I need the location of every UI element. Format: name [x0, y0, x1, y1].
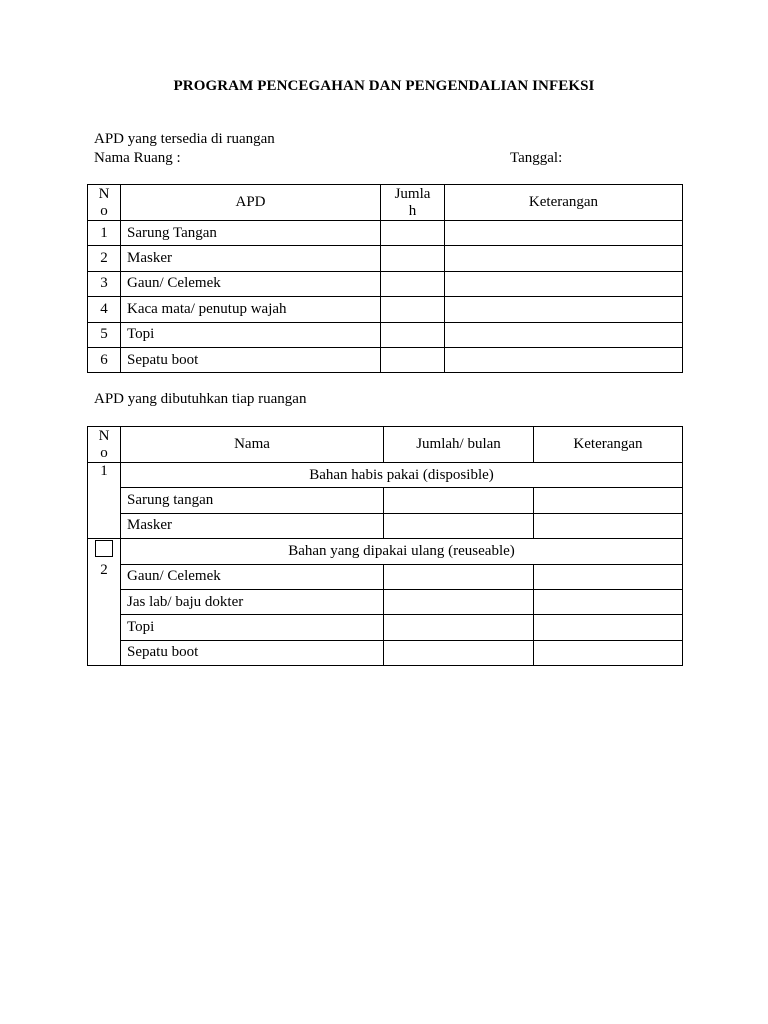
room-label: Nama Ruang :	[94, 150, 181, 166]
keterangan-cell[interactable]	[445, 297, 683, 322]
group-title-row	[88, 463, 683, 488]
jumlah-cell[interactable]	[381, 297, 445, 322]
keterangan-cell[interactable]	[445, 322, 683, 347]
jumlah-cell[interactable]	[381, 246, 445, 271]
row-item: Sarung tangan	[121, 488, 384, 513]
table-row	[88, 246, 683, 271]
table-row	[88, 347, 683, 372]
group-title-row	[88, 539, 683, 564]
group-no: 2	[88, 539, 121, 666]
keterangan-cell[interactable]	[445, 221, 683, 246]
jumlah-cell[interactable]	[381, 322, 445, 347]
table-header-row	[88, 185, 683, 221]
jumlah-cell[interactable]	[381, 221, 445, 246]
header-keterangan: Keterangan	[534, 427, 683, 463]
jumlah-cell[interactable]	[384, 615, 534, 640]
row-no: 5	[88, 322, 121, 347]
table-row	[88, 271, 683, 296]
row-item: Kaca mata/ penutup wajah	[121, 297, 381, 322]
row-no: 2	[88, 246, 121, 271]
keterangan-cell[interactable]	[534, 640, 683, 665]
keterangan-cell[interactable]	[534, 513, 683, 538]
jumlah-cell[interactable]	[384, 640, 534, 665]
row-no: 3	[88, 271, 121, 296]
header-jumlah: Jumlah/ bulan	[384, 427, 534, 463]
row-item: Gaun/ Celemek	[121, 271, 381, 296]
keterangan-cell[interactable]	[445, 347, 683, 372]
keterangan-cell[interactable]	[534, 488, 683, 513]
row-item: Masker	[121, 246, 381, 271]
row-item: Masker	[121, 513, 384, 538]
keterangan-cell[interactable]	[534, 564, 683, 589]
header-apd: APD	[121, 185, 381, 221]
row-item: Topi	[121, 615, 384, 640]
required-apd-table	[87, 426, 683, 666]
group-title: Bahan habis pakai (disposible)	[121, 463, 683, 488]
jumlah-cell[interactable]	[384, 488, 534, 513]
table-row	[88, 322, 683, 347]
available-apd-table	[87, 184, 683, 373]
header-jumlah: Jumla h	[381, 185, 445, 221]
table-row	[88, 297, 683, 322]
table-row	[88, 513, 683, 538]
section1-heading: APD yang tersedia di ruangan	[94, 131, 275, 147]
empty-box-mark	[95, 540, 113, 557]
date-label: Tanggal:	[510, 150, 563, 166]
row-item: Gaun/ Celemek	[121, 564, 384, 589]
header-no: N o	[88, 185, 121, 221]
row-item: Sarung Tangan	[121, 221, 381, 246]
header-nama: Nama	[121, 427, 384, 463]
keterangan-cell[interactable]	[534, 615, 683, 640]
group-title: Bahan yang dipakai ulang (reuseable)	[121, 539, 683, 564]
row-no: 6	[88, 347, 121, 372]
row-item: Topi	[121, 322, 381, 347]
row-no: 1	[88, 221, 121, 246]
header-keterangan: Keterangan	[445, 185, 683, 221]
keterangan-cell[interactable]	[534, 589, 683, 614]
table-row	[88, 488, 683, 513]
table-row	[88, 615, 683, 640]
table-row	[88, 640, 683, 665]
jumlah-cell[interactable]	[384, 513, 534, 538]
header-no: N o	[88, 427, 121, 463]
jumlah-cell[interactable]	[381, 347, 445, 372]
jumlah-cell[interactable]	[384, 589, 534, 614]
jumlah-cell[interactable]	[381, 271, 445, 296]
row-item: Sepatu boot	[121, 640, 384, 665]
group-no: 1	[88, 463, 121, 539]
jumlah-cell[interactable]	[384, 564, 534, 589]
table-row	[88, 589, 683, 614]
row-item: Sepatu boot	[121, 347, 381, 372]
section2-heading: APD yang dibutuhkan tiap ruangan	[94, 391, 307, 407]
table-row	[88, 221, 683, 246]
row-item: Jas lab/ baju dokter	[121, 589, 384, 614]
keterangan-cell[interactable]	[445, 271, 683, 296]
table-row	[88, 564, 683, 589]
row-no: 4	[88, 297, 121, 322]
table-header-row	[88, 427, 683, 463]
keterangan-cell[interactable]	[445, 246, 683, 271]
page-title: PROGRAM PENCEGAHAN DAN PENGENDALIAN INFEKSI	[173, 78, 595, 94]
